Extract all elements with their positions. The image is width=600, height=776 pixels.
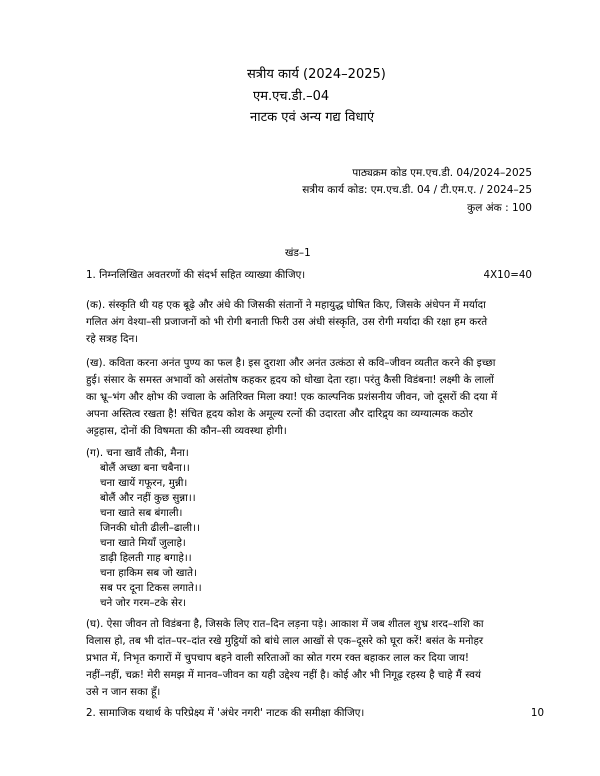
passage-ga-poem [86, 446, 386, 616]
passage-line: का भ्रू–भंग और क्षोभ की ज्वाला के अतिरिक्त मिला क्या! एक काल्पनिक प्रशंसनीय जीवन, जो दूसरों की दया में [86, 391, 498, 403]
passage-line: अपना अस्तित्व रखता है! संचित हृदय कोश के अमूल्य रत्नों की उदारता और दारिद्र्य का व्यग्यात्मक कठोर [86, 408, 473, 420]
passage-line: (ख). कविता करना अनंत पुण्य का फल है। इस दुराशा और अनंत उत्कंठा से कवि–जीवन व्यतीत करने की इच्छा [86, 357, 496, 369]
passage-line: हुई। संसार के समस्त अभावों को असंतोष कहकर हृदय को धोखा देता रहा। परंतु कैसी विडंबना! लक्ष्मी के लालों [86, 374, 494, 386]
poem-line: चने जोर गरम–टके सेर। [100, 597, 187, 609]
passage-line: गलित अंग वेश्या–सी प्रजाजनों को भी रोगी बनाती फिरी उस अंधी संस्कृति, उस रोगी मर्यादा की रक्षा हम करते [86, 316, 488, 328]
poem-line: बोलैं अच्छा बना चबैना।। [100, 462, 190, 474]
passage-line: प्रभात में, निभृत कगारों में चुपचाप बहने वाली सरिताओं का स्रोत गरम रक्त बहाकर लाल कर दिया जाय! [86, 652, 470, 664]
poem-line: बोलैं और नहीं कुछ सुन्ना।। [100, 492, 196, 504]
poem-line: सब पर दूना टिकस लगाते।। [100, 582, 202, 594]
passage-line: नहीं–नहीं, चक्र! मेरी समझ में मानव–जीवन का यही उद्देश्य नहीं है। कोई और भी निगूढ़ रहस्य है चाहे मैं स्वयं [86, 669, 481, 681]
poem-line: चना खाते मियाँ जुलाहे। [100, 537, 186, 549]
poem-line: चना हाकिम सब जो खाते। [100, 567, 197, 579]
poem-line: चना खायें गफूरन, मुन्नी। [100, 477, 188, 489]
passage-line: (घ). ऐसा जीवन तो विडंबना है, जिसके लिए रात–दिन लड़ना पड़े। आकाश में जब शीतल शुभ्र शरद–शशि का [86, 618, 484, 630]
course-name: नाटक एवं अन्य गद्य विधाएं [250, 110, 375, 125]
course-code-line: पाठ्यक्रम कोड एम.एच.डी. 04/2024–2025 [352, 167, 532, 179]
passage-ka [86, 297, 533, 348]
assignment-title: सत्रीय कार्य (2024–2025) [247, 67, 386, 82]
passage-kha [86, 355, 533, 440]
question-1-marks: 4X10=40 [483, 269, 532, 281]
passage-line: उसे न जान सका हूँ। [86, 686, 161, 698]
section-title: खंड–1 [285, 247, 311, 259]
passage-line: रहे सत्रह दिन। [86, 333, 139, 345]
poem-line: डाढ़ी हिलती गाह बगाहे।। [100, 552, 192, 564]
poem-line: चना खाते सब बंगाली। [100, 507, 183, 519]
question-1-text: 1. निम्नलिखित अवतरणों की संदर्भ सहित व्याख्या कीजिए। [86, 269, 306, 281]
assignment-code-line: सत्रीय कार्य कोड: एम.एच.डी. 04 / टी.एम.ए. / 2024–25 [302, 184, 532, 196]
passage-line: (क). संस्कृति थी यह एक बूढ़े और अंधे की जिसकी संतानों ने महायुद्ध घोषित किए, जिसके अंधेपन में मर्यादा [86, 299, 486, 311]
passage-line: विलास हो, तब भी दांत–पर–दांत रखे मुट्ठियों को बांधे लाल आखों से एक–दूसरे को घूरा करें! बसंत के मनोहर [86, 635, 484, 647]
passage-gha [86, 616, 533, 701]
course-code: एम.एच.डी.–04 [253, 89, 330, 104]
poem-line: (ग). चना खावैं तौकी, मैना। [86, 447, 189, 459]
question-2-marks: 10 [530, 707, 544, 719]
passage-line: अट्टहास, दोनों की विषमता की कौन–सी व्यवस्था होगी। [86, 425, 287, 437]
poem-line: जिनकी धोती ढीली–ढाली।। [100, 522, 200, 534]
question-2-text: 2. सामाजिक यथार्थ के परिप्रेक्ष्य में 'अंधेर नगरी' नाटक की समीक्षा कीजिए। [86, 707, 365, 719]
total-marks: कुल अंक : 100 [467, 202, 532, 214]
